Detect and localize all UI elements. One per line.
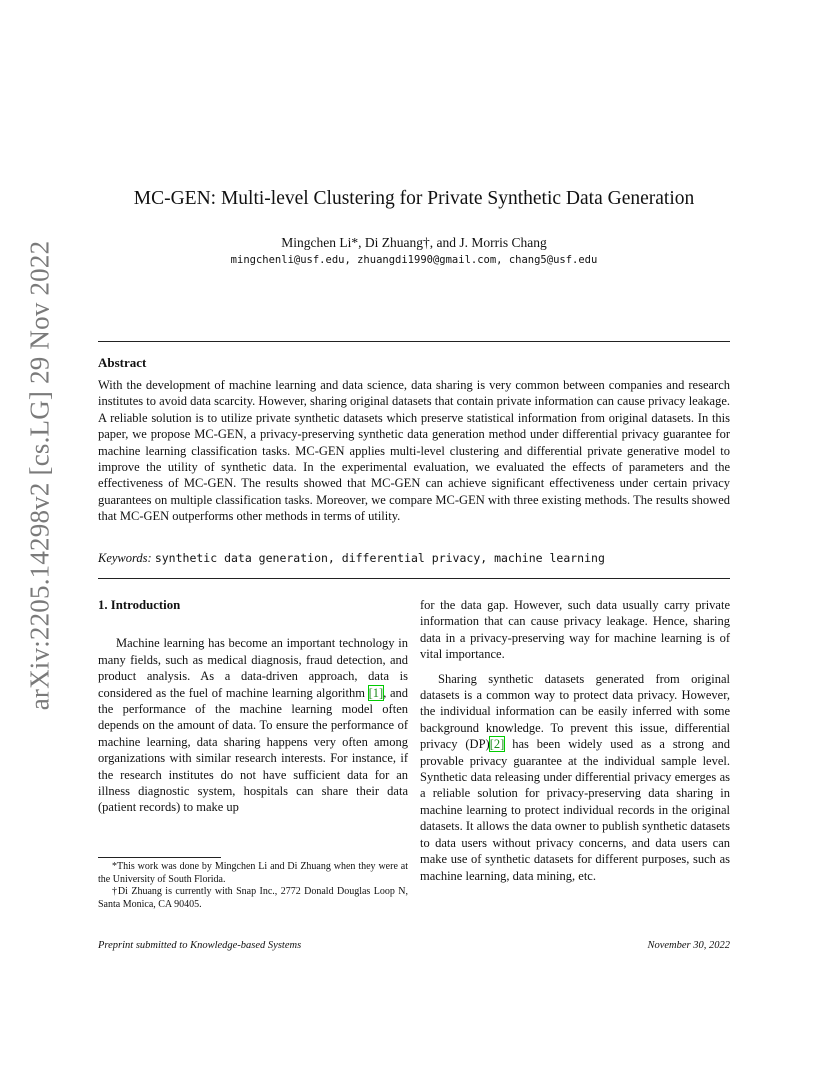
intro-paragraph-2-text-b: has been widely used as a strong and provable privacy guarantee at the individual sample level. Synthetic data releasing under differential privacy emerges as a reliable solution for privacy-preserving data sharing in machine learning to protect individual records in the original datasets. It allows the data owner to publish synthetic datasets to data users without privacy concerns, and data users can make use of synthetic datasets for different purposes, such as machine learning, data mining, etc. [420, 737, 730, 883]
arxiv-identifier-stamp [20, 240, 60, 710]
abstract-bottom-rule [98, 578, 730, 579]
intro-paragraph-1 [98, 635, 408, 815]
keywords-list: synthetic data generation, differential privacy, machine learning [154, 551, 605, 565]
footnote-2: †Di Zhuang is currently with Snap Inc., 2772 Donald Douglas Loop N, Santa Monica, CA 90405. [98, 886, 408, 910]
left-column [98, 597, 408, 816]
intro-paragraph-2 [420, 671, 730, 884]
footer-date: November 30, 2022 [647, 940, 730, 951]
footnote-1: *This work was done by Mingchen Li and Di Zhuang when they were at the University of South Florida. [98, 861, 408, 885]
citation-link-2[interactable]: [2] [489, 737, 505, 752]
paper-title: MC-GEN: Multi-level Clustering for Private Synthetic Data Generation [133, 188, 695, 209]
intro-paragraph-1-text-a: Machine learning has become an important technology in many fields, such as medical diagnosis, fraud detection, and product analysis. As a data-driven approach, data is considered as the fuel of machine learning algorithm [98, 636, 408, 700]
footnotes [98, 861, 408, 911]
footnote-rule [98, 857, 221, 858]
intro-paragraph-1-continued: for the data gap. However, such data usually carry private information that can cause privacy leakage. Hence, sharing data in a privacy-preserving way for machine learning is of vital importance. [420, 598, 730, 662]
intro-paragraph-1-text-b: , and the performance of the machine learning model often depends on the amount of data. To ensure the performance of machine learning, data sharing happens very often among organizations with similar research interests. For instance, if the research institutes do not have sufficient data for an illness diagnostic system, hospitals can share their data (patient records) to make up [98, 685, 408, 815]
author-emails: mingchenli@usf.edu, zhuangdi1990@gmail.com, chang5@usf.edu [230, 254, 598, 266]
arxiv-identifier-text: arXiv:2205.14298v2 [cs.LG] 29 Nov 2022 [24, 240, 55, 710]
intro-paragraph-2-text-a: Sharing synthetic datasets generated from original datasets is a common way to protect data privacy. However, the individual information can be easily inferred with some background knowledge. To prevent this issue, differential privacy (DP) [420, 671, 730, 752]
citation-link-1[interactable]: [1] [368, 685, 384, 700]
keywords-label: Keywords: [98, 551, 152, 565]
author-list: Mingchen Li*, Di Zhuang†, and J. Morris Chang [281, 235, 547, 250]
section-heading-introduction: 1. Introduction [98, 598, 181, 612]
abstract-text: With the development of machine learning and data science, data sharing is very common between companies and research institutes to avoid data scarcity. However, sharing original datasets that contain private information can cause privacy leakage. A reliable solution is to utilize private synthetic datasets which preserve statistical information from original datasets. In this paper, we propose MC-GEN, a privacy-preserving synthetic data generation method under differential privacy guarantee for machine learning classification tasks. MC-GEN applies multi-level clustering and differential private generative model to improve the utility of synthetic data. In the experimental evaluation, we evaluated the effects of parameters and the effectiveness of MC-GEN. The results showed that MC-GEN can achieve significant effectiveness under certain privacy guarantees on multiple classification tasks. Moreover, we compare MC-GEN with three existing methods. The results showed that MC-GEN outperforms other methods in terms of utility. [98, 378, 730, 524]
abstract-top-rule [98, 341, 730, 342]
abstract-heading: Abstract [98, 355, 147, 370]
right-column [420, 597, 730, 884]
keywords-line [98, 550, 730, 567]
footer-journal: Preprint submitted to Knowledge-based Systems [98, 940, 302, 951]
